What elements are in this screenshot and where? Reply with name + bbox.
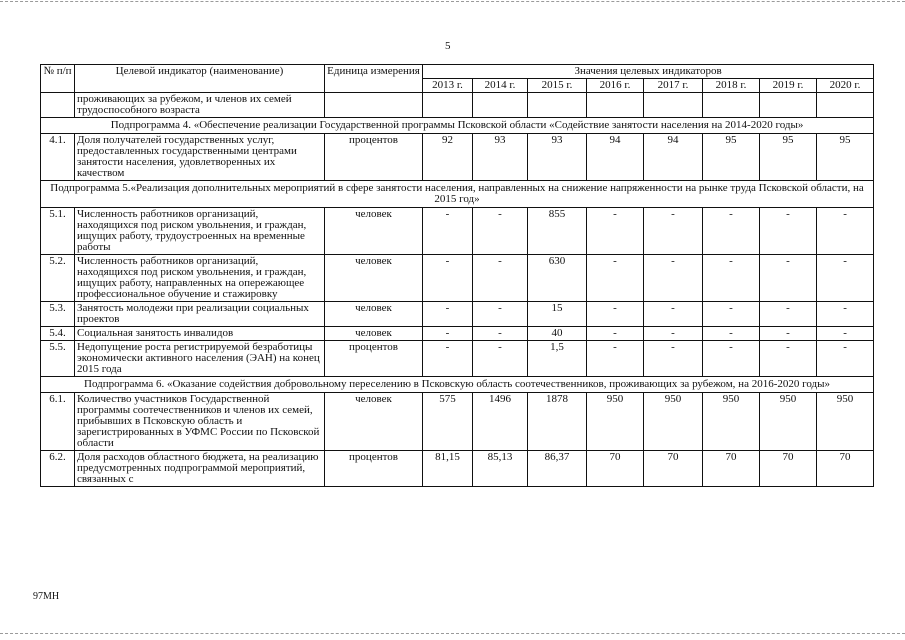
row-unit — [325, 93, 423, 118]
row-value — [644, 93, 703, 118]
row-value: - — [817, 341, 874, 377]
subprogram-row — [41, 118, 874, 134]
row-value: 15 — [528, 302, 587, 327]
row-name: Недопущение роста регистрируемой безработицы экономически активного населения (ЭАН) на конец 2015 года — [75, 341, 325, 377]
row-value: 950 — [760, 393, 817, 451]
row-value: 94 — [587, 134, 644, 181]
row-value: - — [817, 302, 874, 327]
row-value: - — [760, 327, 817, 341]
row-name: Доля получателей государственных услуг, предоставленных государственными центрами занятости населения, удовлетворенных их качеством — [75, 134, 325, 181]
row-value: - — [703, 302, 760, 327]
row-name: Занятость молодежи при реализации социальных проектов — [75, 302, 325, 327]
row-value: - — [587, 208, 644, 255]
row-value: - — [587, 255, 644, 302]
footer-document-code: 97МН — [33, 591, 60, 602]
row-value — [423, 93, 473, 118]
row-value: - — [423, 341, 473, 377]
header-row — [41, 65, 874, 79]
row-value: - — [423, 327, 473, 341]
row-value: - — [473, 208, 528, 255]
row-value: 1,5 — [528, 341, 587, 377]
header-year: 2014 г. — [473, 79, 528, 93]
row-value: 630 — [528, 255, 587, 302]
row-value: 855 — [528, 208, 587, 255]
row-value: 93 — [528, 134, 587, 181]
row-value: 94 — [644, 134, 703, 181]
row-value: - — [644, 208, 703, 255]
table-row — [41, 327, 874, 341]
scan-edge-bottom — [0, 633, 905, 634]
header-year: 2019 г. — [760, 79, 817, 93]
table-row — [41, 341, 874, 377]
row-value: - — [644, 302, 703, 327]
row-value: - — [587, 327, 644, 341]
row-value: - — [703, 327, 760, 341]
row-value: - — [423, 255, 473, 302]
row-unit: процентов — [325, 341, 423, 377]
row-name: Численность работников организаций, находящихся под риском увольнения, и граждан, ищущих работу, трудоустроенных на временные работы — [75, 208, 325, 255]
row-value: 950 — [587, 393, 644, 451]
row-name: проживающих за рубежом, и членов их семей трудоспособного возраста — [75, 93, 325, 118]
row-value: 40 — [528, 327, 587, 341]
row-value: - — [473, 255, 528, 302]
row-value: - — [760, 208, 817, 255]
row-value: - — [644, 341, 703, 377]
row-value: - — [817, 208, 874, 255]
table-row — [41, 255, 874, 302]
subprogram-row — [41, 377, 874, 393]
subprogram-title: Подпрограмма 6. «Оказание содействия добровольному переселению в Псковскую область соотечественников, проживающих за рубежом, на 2016-2020 годы» — [41, 377, 874, 393]
row-num: 5.3. — [41, 302, 75, 327]
row-value: 70 — [817, 451, 874, 487]
row-num — [41, 93, 75, 118]
subprogram-row — [41, 181, 874, 208]
row-value: - — [703, 341, 760, 377]
header-year: 2017 г. — [644, 79, 703, 93]
row-value: 950 — [817, 393, 874, 451]
row-unit: человек — [325, 302, 423, 327]
header-unit: Единица измерения — [325, 65, 423, 93]
header-year: 2020 г. — [817, 79, 874, 93]
row-value — [703, 93, 760, 118]
row-num: 6.1. — [41, 393, 75, 451]
row-value: 95 — [703, 134, 760, 181]
row-value — [473, 93, 528, 118]
header-name: Целевой индикатор (наименование) — [75, 65, 325, 93]
row-value: 575 — [423, 393, 473, 451]
row-value: 70 — [760, 451, 817, 487]
row-value: - — [760, 341, 817, 377]
row-value: 950 — [703, 393, 760, 451]
row-value: - — [473, 302, 528, 327]
row-value: 86,37 — [528, 451, 587, 487]
row-num: 5.1. — [41, 208, 75, 255]
row-value: - — [760, 255, 817, 302]
row-name: Численность работников организаций, находящихся под риском увольнения, и граждан, ищущих работу, направленных на опережающее профессиональное обучение и стажировку — [75, 255, 325, 302]
table-row — [41, 302, 874, 327]
table-row — [41, 134, 874, 181]
row-value — [817, 93, 874, 118]
row-value: - — [587, 302, 644, 327]
target-indicators-table — [40, 64, 874, 487]
row-name: Доля расходов областного бюджета, на реализацию предусмотренных подпрограммой мероприятий, связанных с — [75, 451, 325, 487]
row-value: 92 — [423, 134, 473, 181]
row-value: - — [423, 302, 473, 327]
row-value: 1878 — [528, 393, 587, 451]
row-value: - — [473, 341, 528, 377]
row-value: - — [587, 341, 644, 377]
row-value: 95 — [817, 134, 874, 181]
row-value: 81,15 — [423, 451, 473, 487]
row-value: - — [703, 255, 760, 302]
header-year: 2015 г. — [528, 79, 587, 93]
row-value: - — [423, 208, 473, 255]
row-num: 5.2. — [41, 255, 75, 302]
table-row — [41, 393, 874, 451]
row-unit: человек — [325, 208, 423, 255]
row-name: Количество участников Государственной программы соотечественников и членов их семей, прибывших в Псковскую область и зарегистрированных в УФМС России по Псковской области — [75, 393, 325, 451]
row-value: - — [817, 327, 874, 341]
row-num: 5.5. — [41, 341, 75, 377]
header-num: № п/п — [41, 65, 75, 93]
subprogram-title: Подпрограмма 4. «Обеспечение реализации Государственной программы Псковской области «Содействие занятости населения на 2014-2020 годы» — [41, 118, 874, 134]
subprogram-title: Подпрограмма 5.«Реализация дополнительных мероприятий в сфере занятости населения, направленных на снижение напряженности на рынке труда Псковской области, на 2015 год» — [41, 181, 874, 208]
row-unit: процентов — [325, 451, 423, 487]
row-value: - — [760, 302, 817, 327]
row-value: 70 — [703, 451, 760, 487]
table-row — [41, 451, 874, 487]
row-value: - — [644, 255, 703, 302]
row-unit: человек — [325, 255, 423, 302]
header-year: 2018 г. — [703, 79, 760, 93]
row-value: 93 — [473, 134, 528, 181]
row-unit: человек — [325, 393, 423, 451]
row-value: 950 — [644, 393, 703, 451]
row-value: 70 — [644, 451, 703, 487]
row-num: 5.4. — [41, 327, 75, 341]
row-value — [587, 93, 644, 118]
scan-edge-top — [0, 1, 905, 2]
header-year: 2013 г. — [423, 79, 473, 93]
row-value: - — [703, 208, 760, 255]
header-year: 2016 г. — [587, 79, 644, 93]
row-value: 70 — [587, 451, 644, 487]
row-num: 6.2. — [41, 451, 75, 487]
table-row — [41, 93, 874, 118]
row-value — [528, 93, 587, 118]
row-value — [760, 93, 817, 118]
row-value: 1496 — [473, 393, 528, 451]
row-value: - — [473, 327, 528, 341]
row-name: Социальная занятость инвалидов — [75, 327, 325, 341]
header-values-title: Значения целевых индикаторов — [423, 65, 874, 79]
table-row — [41, 208, 874, 255]
row-value: 95 — [760, 134, 817, 181]
page-number: 5 — [445, 40, 451, 52]
row-unit: процентов — [325, 134, 423, 181]
row-value: - — [644, 327, 703, 341]
row-unit: человек — [325, 327, 423, 341]
row-num: 4.1. — [41, 134, 75, 181]
row-value: 85,13 — [473, 451, 528, 487]
row-value: - — [817, 255, 874, 302]
